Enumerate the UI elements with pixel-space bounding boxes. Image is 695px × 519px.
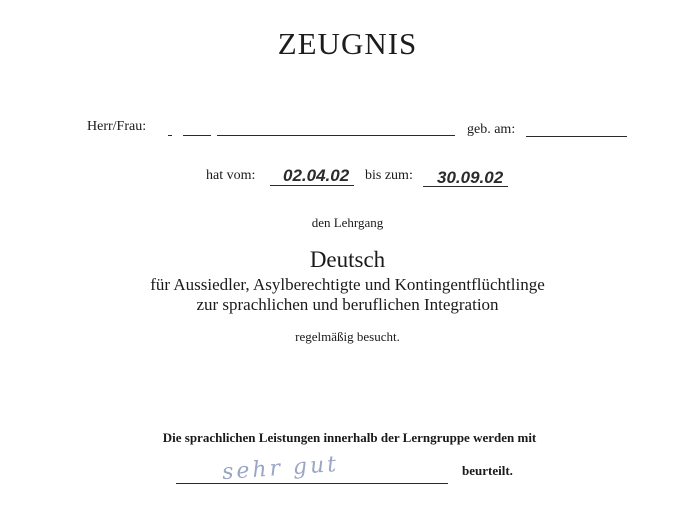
to-label: bis zum: (365, 168, 413, 183)
grade-line (176, 483, 448, 484)
grade-handwriting: sehr gut (221, 451, 340, 486)
from-line (270, 185, 354, 186)
to-line (423, 186, 508, 187)
course-line-2: zur sprachlichen und beruflichen Integration (196, 295, 499, 314)
birth-label: geb. am: (467, 122, 516, 137)
name-line-short (183, 135, 211, 136)
course-intro: den Lehrgang (311, 215, 384, 230)
name-label: Herr/Frau: (87, 119, 147, 134)
name-line-dot (168, 135, 172, 136)
from-label: hat vom: (206, 168, 256, 183)
name-line (217, 135, 455, 136)
from-date: 02.04.02 (283, 166, 350, 185)
course-line-1: für Aussiedler, Asylberechtigte und Kontingentflüchtlinge (150, 275, 545, 294)
assessment-text: Die sprachlichen Leistungen innerhalb der Lerngruppe werden mit (162, 430, 537, 445)
birth-line (526, 136, 627, 137)
course-title: Deutsch (309, 247, 386, 272)
attendance-text: regelmäßig besucht. (295, 329, 400, 344)
assessment-suffix: beurteilt. (462, 463, 513, 478)
to-date: 30.09.02 (437, 168, 504, 187)
document-title: ZEUGNIS (277, 26, 418, 61)
